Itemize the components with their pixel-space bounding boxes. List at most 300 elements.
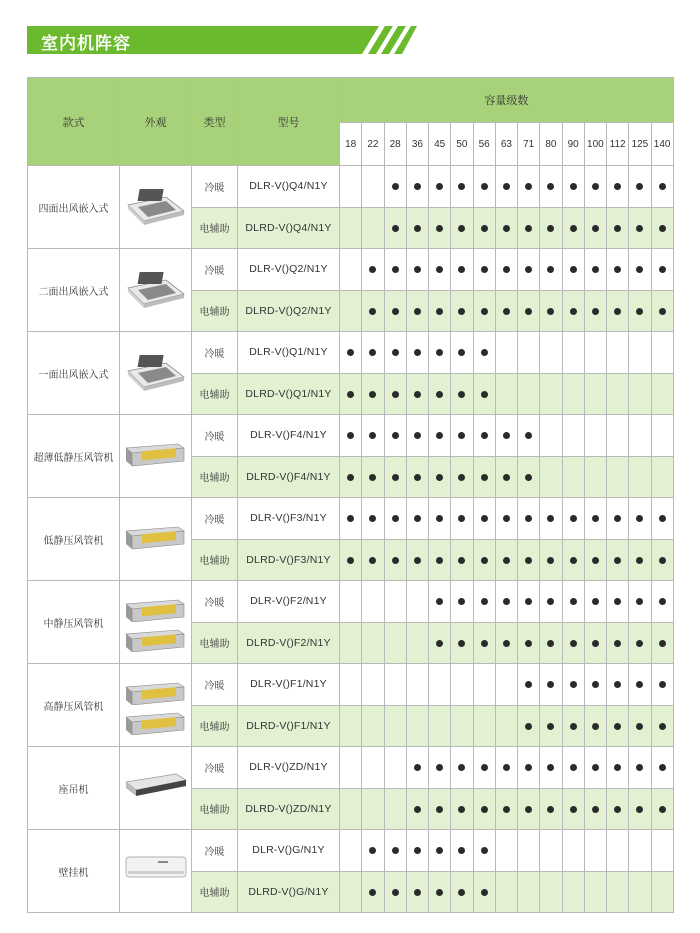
capacity-cell: [629, 622, 651, 664]
capacity-cell: [473, 290, 495, 332]
capacity-cell: [362, 581, 384, 623]
table-row: [28, 830, 674, 872]
capacity-cell: [473, 539, 495, 581]
available-dot-icon: [525, 640, 532, 647]
capacity-cell: [629, 373, 651, 415]
available-dot-icon: [659, 723, 666, 730]
table-row: [28, 332, 674, 374]
capacity-cell: [473, 622, 495, 664]
capacity-cell: [451, 705, 473, 747]
medium-static-duct-icon: [122, 622, 190, 652]
available-dot-icon: [570, 183, 577, 190]
capacity-cell: [518, 498, 540, 540]
capacity-cell: [406, 373, 428, 415]
capacity-cell: [406, 705, 428, 747]
capacity-cell: [651, 664, 673, 706]
capacity-cell: [518, 664, 540, 706]
available-dot-icon: [503, 432, 510, 439]
capacity-cell: [584, 747, 606, 789]
table-row: [28, 498, 674, 540]
available-dot-icon: [659, 557, 666, 564]
capacity-cell: [607, 622, 629, 664]
capacity-cell: [473, 705, 495, 747]
capacity-cell: [540, 788, 562, 830]
capacity-cell: [362, 622, 384, 664]
capacity-cell: [495, 830, 517, 872]
medium-static-duct-icon: [122, 592, 190, 622]
capacity-cell: [540, 498, 562, 540]
capacity-cell: [451, 747, 473, 789]
capacity-cell: [607, 373, 629, 415]
capacity-header: 36: [406, 123, 428, 166]
capacity-cell: [629, 581, 651, 623]
available-dot-icon: [436, 432, 443, 439]
capacity-cell: [651, 373, 673, 415]
capacity-cell: [362, 249, 384, 291]
available-dot-icon: [636, 723, 643, 730]
capacity-cell: [495, 373, 517, 415]
capacity-cell: [340, 498, 362, 540]
available-dot-icon: [503, 474, 510, 481]
capacity-cell: [540, 456, 562, 498]
capacity-cell: [451, 373, 473, 415]
capacity-cell: [340, 581, 362, 623]
capacity-cell: [651, 456, 673, 498]
available-dot-icon: [458, 598, 465, 605]
capacity-cell: [540, 415, 562, 457]
capacity-cell: [562, 498, 584, 540]
unit-style-name: 中静压风管机: [28, 581, 120, 664]
ceiling-floor-icon: [122, 768, 190, 808]
capacity-cell: [451, 498, 473, 540]
capacity-cell: [495, 498, 517, 540]
unit-type: 冷暖: [192, 332, 238, 374]
capacity-cell: [406, 622, 428, 664]
capacity-cell: [518, 622, 540, 664]
available-dot-icon: [659, 308, 666, 315]
capacity-cell: [607, 207, 629, 249]
capacity-cell: [651, 788, 673, 830]
capacity-cell: [518, 830, 540, 872]
capacity-cell: [495, 788, 517, 830]
unit-style-name: 壁挂机: [28, 830, 120, 913]
available-dot-icon: [481, 889, 488, 896]
available-dot-icon: [547, 557, 554, 564]
available-dot-icon: [592, 681, 599, 688]
available-dot-icon: [592, 266, 599, 273]
capacity-cell: [340, 166, 362, 208]
available-dot-icon: [369, 308, 376, 315]
capacity-cell: [473, 373, 495, 415]
capacity-cell: [651, 830, 673, 872]
section-title-bar: [27, 26, 417, 54]
capacity-cell: [473, 788, 495, 830]
capacity-cell: [607, 830, 629, 872]
available-dot-icon: [547, 764, 554, 771]
capacity-cell: [451, 166, 473, 208]
capacity-cell: [584, 456, 606, 498]
header-model: 型号: [238, 78, 340, 166]
capacity-cell: [384, 456, 406, 498]
capacity-cell: [651, 539, 673, 581]
capacity-cell: [495, 332, 517, 374]
available-dot-icon: [458, 764, 465, 771]
capacity-cell: [384, 332, 406, 374]
available-dot-icon: [481, 806, 488, 813]
capacity-cell: [429, 415, 451, 457]
capacity-cell: [562, 871, 584, 913]
capacity-cell: [473, 456, 495, 498]
available-dot-icon: [503, 640, 510, 647]
capacity-cell: [362, 871, 384, 913]
available-dot-icon: [547, 183, 554, 190]
available-dot-icon: [570, 225, 577, 232]
capacity-cell: [451, 581, 473, 623]
capacity-cell: [540, 290, 562, 332]
capacity-header: 112: [607, 123, 629, 166]
capacity-cell: [362, 373, 384, 415]
capacity-cell: [384, 871, 406, 913]
unit-model: DLR-V()Q2/N1Y: [238, 249, 340, 291]
unit-appearance: [120, 747, 192, 830]
available-dot-icon: [614, 723, 621, 730]
capacity-cell: [384, 664, 406, 706]
available-dot-icon: [481, 391, 488, 398]
available-dot-icon: [592, 515, 599, 522]
available-dot-icon: [414, 349, 421, 356]
available-dot-icon: [570, 723, 577, 730]
capacity-cell: [429, 249, 451, 291]
capacity-cell: [340, 705, 362, 747]
available-dot-icon: [592, 598, 599, 605]
capacity-cell: [429, 871, 451, 913]
capacity-cell: [495, 290, 517, 332]
capacity-cell: [562, 332, 584, 374]
capacity-cell: [518, 249, 540, 291]
available-dot-icon: [614, 183, 621, 190]
capacity-cell: [651, 207, 673, 249]
capacity-cell: [540, 581, 562, 623]
capacity-cell: [362, 747, 384, 789]
capacity-cell: [429, 581, 451, 623]
capacity-cell: [406, 747, 428, 789]
capacity-cell: [429, 332, 451, 374]
unit-model: DLRD-V()G/N1Y: [238, 871, 340, 913]
capacity-cell: [629, 166, 651, 208]
capacity-cell: [473, 664, 495, 706]
capacity-cell: [495, 664, 517, 706]
available-dot-icon: [636, 640, 643, 647]
capacity-cell: [562, 664, 584, 706]
available-dot-icon: [503, 308, 510, 315]
available-dot-icon: [570, 515, 577, 522]
capacity-cell: [540, 622, 562, 664]
available-dot-icon: [636, 598, 643, 605]
available-dot-icon: [481, 640, 488, 647]
capacity-cell: [429, 664, 451, 706]
available-dot-icon: [414, 183, 421, 190]
capacity-cell: [451, 871, 473, 913]
capacity-cell: [562, 581, 584, 623]
capacity-cell: [584, 871, 606, 913]
available-dot-icon: [392, 889, 399, 896]
unit-model: DLR-V()F1/N1Y: [238, 664, 340, 706]
capacity-cell: [451, 207, 473, 249]
available-dot-icon: [414, 474, 421, 481]
table-row: [28, 581, 674, 623]
capacity-cell: [384, 622, 406, 664]
available-dot-icon: [570, 266, 577, 273]
capacity-cell: [607, 705, 629, 747]
capacity-cell: [362, 456, 384, 498]
capacity-cell: [607, 290, 629, 332]
unit-type: 电辅助: [192, 373, 238, 415]
capacity-cell: [384, 539, 406, 581]
capacity-cell: [629, 830, 651, 872]
available-dot-icon: [347, 432, 354, 439]
unit-model: DLR-V()F3/N1Y: [238, 498, 340, 540]
available-dot-icon: [659, 515, 666, 522]
capacity-cell: [607, 539, 629, 581]
unit-appearance: [120, 166, 192, 249]
capacity-cell: [540, 871, 562, 913]
capacity-header: 100: [584, 123, 606, 166]
available-dot-icon: [570, 806, 577, 813]
capacity-cell: [406, 871, 428, 913]
capacity-cell: [340, 373, 362, 415]
capacity-cell: [584, 415, 606, 457]
unit-style-name: 二面出风嵌入式: [28, 249, 120, 332]
unit-style-name: 四面出风嵌入式: [28, 166, 120, 249]
available-dot-icon: [458, 557, 465, 564]
capacity-cell: [540, 207, 562, 249]
available-dot-icon: [570, 598, 577, 605]
unit-type: 冷暖: [192, 581, 238, 623]
capacity-cell: [540, 747, 562, 789]
available-dot-icon: [347, 349, 354, 356]
available-dot-icon: [659, 225, 666, 232]
capacity-cell: [607, 788, 629, 830]
capacity-cell: [384, 290, 406, 332]
available-dot-icon: [436, 225, 443, 232]
capacity-cell: [607, 249, 629, 291]
capacity-cell: [429, 166, 451, 208]
capacity-cell: [495, 622, 517, 664]
capacity-header: 18: [340, 123, 362, 166]
capacity-cell: [518, 581, 540, 623]
capacity-cell: [495, 705, 517, 747]
available-dot-icon: [414, 308, 421, 315]
capacity-header: 56: [473, 123, 495, 166]
available-dot-icon: [414, 225, 421, 232]
available-dot-icon: [436, 557, 443, 564]
capacity-cell: [384, 207, 406, 249]
capacity-header: 28: [384, 123, 406, 166]
unit-type: 冷暖: [192, 415, 238, 457]
available-dot-icon: [481, 266, 488, 273]
capacity-cell: [473, 207, 495, 249]
capacity-cell: [406, 788, 428, 830]
capacity-cell: [362, 539, 384, 581]
capacity-cell: [384, 705, 406, 747]
capacity-cell: [362, 207, 384, 249]
capacity-cell: [451, 456, 473, 498]
available-dot-icon: [392, 391, 399, 398]
available-dot-icon: [458, 391, 465, 398]
capacity-cell: [340, 788, 362, 830]
capacity-cell: [518, 871, 540, 913]
available-dot-icon: [414, 391, 421, 398]
capacity-cell: [629, 456, 651, 498]
available-dot-icon: [636, 225, 643, 232]
capacity-cell: [495, 249, 517, 291]
capacity-cell: [629, 539, 651, 581]
capacity-cell: [340, 249, 362, 291]
available-dot-icon: [525, 557, 532, 564]
available-dot-icon: [503, 806, 510, 813]
available-dot-icon: [392, 557, 399, 564]
available-dot-icon: [525, 308, 532, 315]
available-dot-icon: [436, 391, 443, 398]
capacity-cell: [406, 415, 428, 457]
capacity-cell: [584, 581, 606, 623]
capacity-cell: [651, 871, 673, 913]
capacity-cell: [340, 747, 362, 789]
capacity-cell: [362, 498, 384, 540]
available-dot-icon: [614, 640, 621, 647]
capacity-cell: [451, 622, 473, 664]
available-dot-icon: [592, 806, 599, 813]
capacity-cell: [384, 747, 406, 789]
cassette-1way-icon: [122, 353, 190, 393]
available-dot-icon: [436, 640, 443, 647]
capacity-cell: [584, 373, 606, 415]
capacity-cell: [584, 207, 606, 249]
capacity-cell: [473, 332, 495, 374]
capacity-cell: [562, 539, 584, 581]
unit-model: DLRD-V()ZD/N1Y: [238, 788, 340, 830]
capacity-header: 22: [362, 123, 384, 166]
unit-model: DLRD-V()Q2/N1Y: [238, 290, 340, 332]
capacity-cell: [406, 456, 428, 498]
capacity-cell: [451, 332, 473, 374]
capacity-header: 80: [540, 123, 562, 166]
unit-model: DLRD-V()F1/N1Y: [238, 705, 340, 747]
capacity-header: 125: [629, 123, 651, 166]
capacity-cell: [629, 871, 651, 913]
capacity-cell: [406, 830, 428, 872]
table-row: [28, 166, 674, 208]
capacity-cell: [562, 705, 584, 747]
capacity-cell: [406, 332, 428, 374]
unit-type: 电辅助: [192, 871, 238, 913]
available-dot-icon: [659, 640, 666, 647]
capacity-cell: [651, 332, 673, 374]
capacity-cell: [451, 830, 473, 872]
available-dot-icon: [414, 557, 421, 564]
unit-type: 电辅助: [192, 290, 238, 332]
capacity-cell: [495, 456, 517, 498]
high-static-duct-icon: [122, 675, 190, 705]
capacity-cell: [518, 207, 540, 249]
capacity-cell: [518, 705, 540, 747]
available-dot-icon: [525, 764, 532, 771]
header-capacity: 容量级数: [340, 78, 674, 123]
capacity-cell: [362, 830, 384, 872]
available-dot-icon: [392, 349, 399, 356]
capacity-cell: [473, 498, 495, 540]
capacity-cell: [607, 415, 629, 457]
available-dot-icon: [436, 847, 443, 854]
low-static-duct-icon: [122, 519, 190, 559]
available-dot-icon: [570, 640, 577, 647]
available-dot-icon: [636, 183, 643, 190]
available-dot-icon: [414, 266, 421, 273]
available-dot-icon: [592, 308, 599, 315]
unit-model: DLR-V()F2/N1Y: [238, 581, 340, 623]
unit-model: DLRD-V()F4/N1Y: [238, 456, 340, 498]
capacity-cell: [540, 705, 562, 747]
available-dot-icon: [592, 183, 599, 190]
available-dot-icon: [659, 598, 666, 605]
available-dot-icon: [525, 432, 532, 439]
available-dot-icon: [481, 308, 488, 315]
header-style: 款式: [28, 78, 120, 166]
unit-type: 电辅助: [192, 207, 238, 249]
unit-type: 冷暖: [192, 249, 238, 291]
available-dot-icon: [436, 308, 443, 315]
available-dot-icon: [592, 225, 599, 232]
unit-style-name: 超薄低静压风管机: [28, 415, 120, 498]
available-dot-icon: [481, 474, 488, 481]
capacity-cell: [562, 456, 584, 498]
slim-duct-icon: [122, 436, 190, 476]
capacity-cell: [451, 249, 473, 291]
capacity-cell: [607, 664, 629, 706]
capacity-cell: [384, 788, 406, 830]
capacity-cell: [651, 498, 673, 540]
unit-appearance: [120, 830, 192, 913]
available-dot-icon: [636, 557, 643, 564]
available-dot-icon: [436, 889, 443, 896]
available-dot-icon: [392, 515, 399, 522]
capacity-cell: [340, 415, 362, 457]
available-dot-icon: [436, 598, 443, 605]
available-dot-icon: [369, 557, 376, 564]
capacity-cell: [540, 830, 562, 872]
capacity-cell: [473, 166, 495, 208]
available-dot-icon: [503, 515, 510, 522]
available-dot-icon: [547, 806, 554, 813]
capacity-cell: [362, 705, 384, 747]
available-dot-icon: [436, 764, 443, 771]
available-dot-icon: [636, 764, 643, 771]
unit-model: DLRD-V()Q1/N1Y: [238, 373, 340, 415]
capacity-cell: [362, 415, 384, 457]
capacity-header: 90: [562, 123, 584, 166]
unit-style-name: 座吊机: [28, 747, 120, 830]
unit-type: 冷暖: [192, 830, 238, 872]
available-dot-icon: [458, 847, 465, 854]
available-dot-icon: [636, 515, 643, 522]
available-dot-icon: [436, 806, 443, 813]
header-type: 类型: [192, 78, 238, 166]
capacity-cell: [562, 373, 584, 415]
unit-type: 冷暖: [192, 166, 238, 208]
capacity-cell: [473, 581, 495, 623]
available-dot-icon: [392, 266, 399, 273]
page-title: 室内机阵容: [41, 34, 131, 54]
